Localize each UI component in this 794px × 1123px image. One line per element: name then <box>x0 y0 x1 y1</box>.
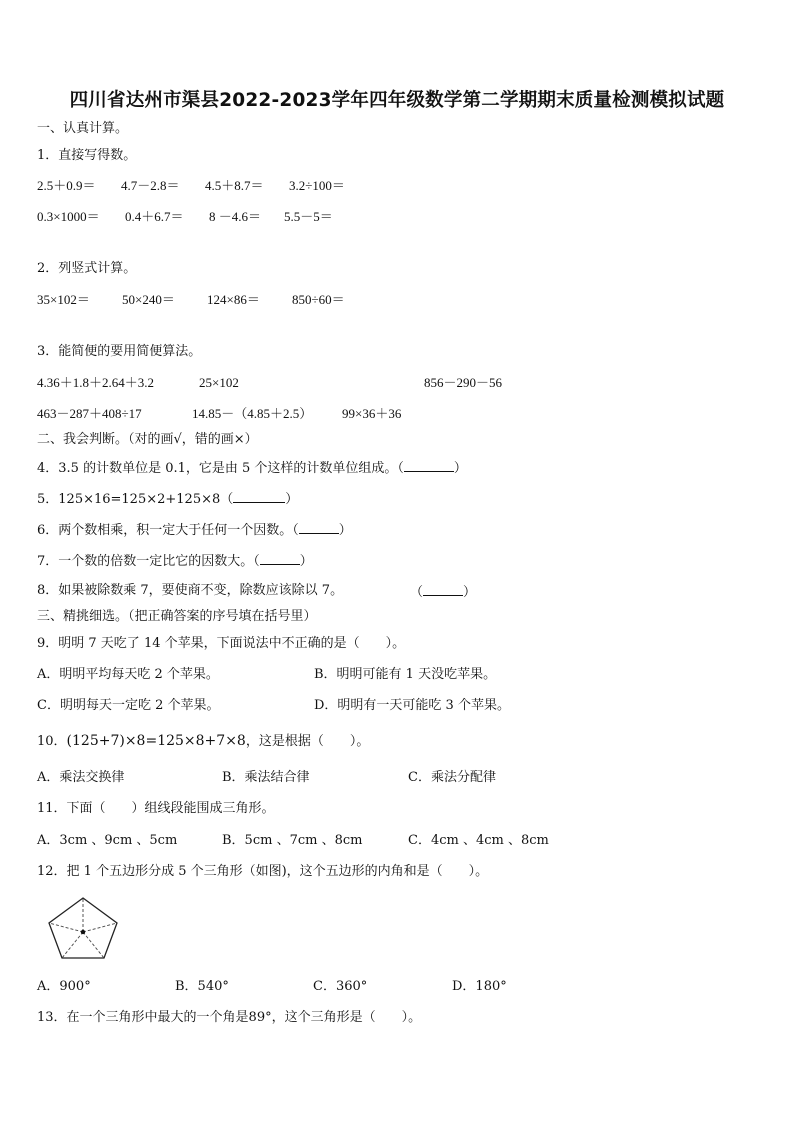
question-8-close: ） <box>463 585 477 600</box>
calc-item: 8 －4.6＝ <box>209 209 262 224</box>
question-12-stem: 12．把 1 个五边形分成 5 个三角形（如图)，这个五边形的内角和是（ ）。 <box>37 864 489 879</box>
question-7-text: 7．一个数的倍数一定比它的因数大。（ <box>37 554 260 569</box>
option-b[interactable]: B．乘法结合律 <box>222 770 310 785</box>
option-a[interactable]: A．明明平均每天吃 2 个苹果。 <box>37 667 219 682</box>
question-3-label: 3．能简便的要用简便算法。 <box>37 344 202 359</box>
calc-item: 4.5＋8.7＝ <box>205 178 264 193</box>
calc-item: 4.7－2.8＝ <box>121 178 180 193</box>
answer-blank[interactable] <box>299 521 339 534</box>
calc-item: 35×102＝ <box>37 292 90 307</box>
pentagon-center-dot <box>81 930 85 934</box>
calc-item: 3.2÷100＝ <box>289 178 345 193</box>
question-10-tail: ，这是根据（ ）。 <box>245 734 370 749</box>
question-10-stem <box>37 733 369 750</box>
option-d[interactable]: D．180° <box>452 979 507 994</box>
option-a[interactable]: A．乘法交换律 <box>37 770 125 785</box>
answer-blank[interactable] <box>233 490 285 503</box>
option-c[interactable]: C．4cm 、4cm 、8cm <box>408 833 549 848</box>
question-11-stem: 11．下面（ ）组线段能围成三角形。 <box>37 801 275 816</box>
question-5-text: 5．125×16=125×2+125×8（ <box>37 492 234 507</box>
question-1-label: 1．直接写得数。 <box>37 148 137 163</box>
question-10-number: 10． <box>37 734 67 749</box>
option-a[interactable]: A．900° <box>37 979 91 994</box>
option-b[interactable]: B．5cm 、7cm 、8cm <box>222 833 363 848</box>
option-a[interactable]: A．3cm 、9cm 、5cm <box>37 833 178 848</box>
question-6-text: 6．两个数相乘，积一定大于任何一个因数。（ <box>37 523 299 538</box>
answer-blank[interactable] <box>423 583 463 596</box>
section-2-heading: 二、我会判断。（对的画√，错的画×） <box>37 432 258 447</box>
calc-item: 463－287＋408÷17 <box>37 406 142 421</box>
page-title: 四川省达州市渠县2022-2023学年四年级数学第二学期期末质量检测模拟试题 <box>69 90 725 111</box>
option-c[interactable]: C．360° <box>313 979 368 994</box>
calc-item: 25×102 <box>199 375 239 390</box>
distributive-formula: (125+7)×8=125×8+7×8 <box>66 733 246 749</box>
question-5-close: ） <box>285 492 299 507</box>
question-8-text: 8．如果被除数乘 7，要使商不变，除数应该除以 7。 <box>37 583 344 598</box>
section-3-heading: 三、精挑细选。（把正确答案的序号填在括号里） <box>37 609 317 624</box>
question-7-close: ） <box>299 554 313 569</box>
question-4-close: ） <box>453 461 467 476</box>
question-4-text: 4．3.5 的计数单位是 0.1，它是由 5 个这样的计数单位组成。（ <box>37 461 404 476</box>
calc-item: 5.5－5＝ <box>284 209 333 224</box>
section-1-heading: 一、认真计算。 <box>37 121 129 136</box>
answer-blank[interactable] <box>260 552 300 565</box>
calc-item: 2.5＋0.9＝ <box>37 178 96 193</box>
calc-item: 850÷60＝ <box>292 292 345 307</box>
question-8-open: （ <box>410 585 424 600</box>
question-6-close: ） <box>338 523 352 538</box>
option-b[interactable]: B．明明可能有 1 天没吃苹果。 <box>314 667 497 682</box>
question-4 <box>37 459 467 477</box>
question-6 <box>37 521 352 539</box>
question-8-answer <box>410 583 476 601</box>
option-c[interactable]: C．乘法分配律 <box>408 770 496 785</box>
question-13-stem: 13．在一个三角形中最大的一个角是89°，这个三角形是（ ）。 <box>37 1010 422 1025</box>
option-d[interactable]: D．明明有一天可能吃 3 个苹果。 <box>314 698 510 713</box>
question-5 <box>37 490 298 508</box>
question-9-stem: 9．明明 7 天吃了 14 个苹果，下面说法中不正确的是（ ）。 <box>37 636 406 651</box>
answer-blank[interactable] <box>404 459 454 472</box>
calc-item: 4.36＋1.8＋2.64＋3.2 <box>37 375 155 390</box>
question-2-label: 2．列竖式计算。 <box>37 261 137 276</box>
calc-item: 124×86＝ <box>207 292 260 307</box>
pentagon-figure <box>45 894 121 962</box>
option-b[interactable]: B．540° <box>175 979 229 994</box>
question-7 <box>37 552 313 570</box>
calc-item: 856－290－56 <box>424 375 503 390</box>
calc-item: 0.3×1000＝ <box>37 209 100 224</box>
calc-item: 0.4＋6.7＝ <box>125 209 184 224</box>
calc-item: 14.85－（4.85＋2.5） <box>192 406 313 421</box>
calc-item: 50×240＝ <box>122 292 175 307</box>
option-c[interactable]: C．明明每天一定吃 2 个苹果。 <box>37 698 220 713</box>
question-8 <box>37 583 343 599</box>
calc-item: 99×36＋36 <box>342 406 402 421</box>
